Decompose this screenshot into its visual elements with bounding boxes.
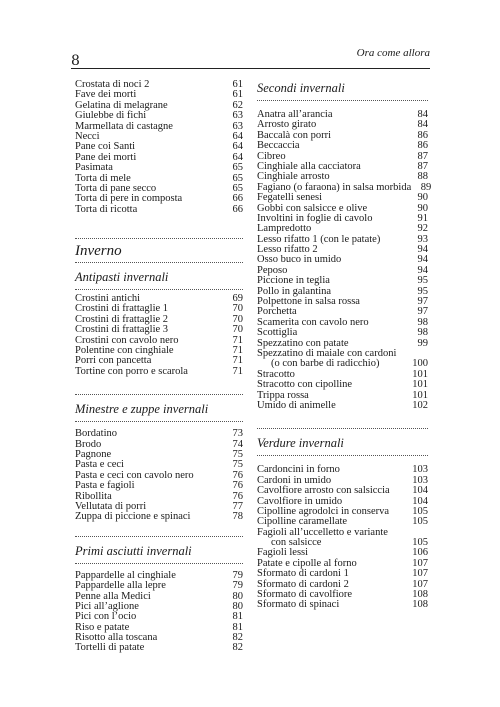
item-name: Stracotto [257,368,295,380]
item-page: 74 [232,438,243,450]
item-name: Marmellata di castagne [75,120,173,132]
item-page: 108 [412,589,428,601]
item-page: 92 [417,223,428,235]
item-name: Cinghiale alla cacciatora [257,160,361,172]
item-name: Necci [75,130,100,142]
item-name: Cibreo [257,150,286,162]
item-name: Anatra all’arancia [257,109,333,120]
section-title-minestre: Minestre e zuppe invernali [75,402,209,417]
item-page: 97 [417,306,428,318]
section-rule [75,421,243,422]
item-page: 71 [232,355,243,367]
item-name: Bordatino [75,428,117,440]
item-page: 65 [232,172,243,184]
item-name: Spezzatino di maiale con cardoni [257,347,397,359]
item-name: Gobbi con salsicce e olive [257,202,368,214]
item-page: 66 [232,193,243,205]
item-page: 73 [232,428,243,440]
item-name: Zuppa di piccione e spinaci [75,511,191,523]
item-page: 94 [417,264,428,276]
item-name: Fave dei morti [75,89,137,101]
section-title-primi: Primi asciutti invernali [75,543,192,558]
item-name: Crostata di noci 2 [75,79,150,90]
item-name: Cavolfiore arrosto con salsiccia [257,485,390,497]
item-page: 80 [232,590,243,602]
item-name: Pasta e ceci con cavolo nero [75,469,194,481]
list-item [257,600,428,610]
item-page: 80 [232,600,243,612]
item-name: Lesso rifatto 1 (con le patate) [257,233,381,245]
list-item [75,122,243,132]
list-item [75,643,243,653]
secondi-list-continued [257,370,428,412]
item-name: Sformato di cardoni 2 [257,578,349,590]
item-name: Scamerita con cavolo nero [257,316,369,328]
section-title-verdure: Verdure invernali [257,436,344,451]
item-page: 76 [232,469,243,481]
item-name: Riso e patate [75,621,130,633]
item-name: Giulebbe di fichi [75,110,147,122]
item-page: 98 [417,316,428,328]
item-page: 61 [232,89,243,101]
section-rule [257,455,428,456]
item-name: Porchetta [257,306,297,318]
list-item [75,205,243,215]
item-name: Scottiglia [257,327,298,339]
item-name: Pappardelle al cinghiale [75,569,176,581]
item-name: Torta di mele [75,172,131,184]
item-name: Cardoni in umido [257,474,332,486]
secondi-list [257,109,432,349]
item-page: 81 [232,621,243,633]
section-rule [257,428,428,429]
item-page: 71 [232,334,243,346]
item-name: Patate e cipolle al forno [257,557,357,569]
item-name: Ribollita [75,490,112,502]
item-name: Gelatina di melagrane [75,99,168,111]
item-name: Pollo in galantina [257,285,332,297]
item-page: 79 [232,569,243,581]
item-name: Torta di pane secco [75,182,157,194]
item-page: 66 [232,203,243,215]
item-page: 99 [417,337,428,349]
verdure-list [257,465,428,527]
list-item [257,141,428,151]
list-item [75,481,243,491]
item-name: Tortelli di patate [75,642,145,654]
section-title-antipasti: Antipasti invernali [75,270,169,285]
item-page: 104 [412,495,428,507]
list-item [75,367,243,377]
item-page: 105 [412,505,428,517]
item-page: 61 [232,79,243,90]
item-page: 71 [232,365,243,377]
item-name: Polpettone in salsa rossa [257,296,360,308]
item-name: Pane coi Santi [75,141,136,153]
item-page: 90 [417,202,428,214]
item-page: 75 [232,459,243,471]
item-name: Vellutata di porri [75,500,147,512]
item-page: 107 [412,568,428,580]
list-item [257,401,428,411]
item-name: Torta di ricotta [75,203,138,215]
chapter-rule [75,238,243,239]
item-name: Sformato di spinaci [257,599,340,611]
item-page: 95 [417,275,428,287]
item-name: Pagnone [75,448,112,460]
item-name: Piccione in teglia [257,275,330,287]
item-page: 87 [417,160,428,172]
list-item [75,163,243,173]
item-page: 84 [417,109,428,120]
item-page: 105 [412,537,428,549]
item-page: 69 [232,293,243,305]
item-name: Pasta e fagioli [75,480,135,492]
item-page: 97 [417,296,428,308]
item-name: Fagioli lessi [257,547,309,559]
list-item [75,581,243,591]
item-name: Crostini di frattaglie 2 [75,313,169,325]
item-name: Sformato di cavolfiore [257,589,353,601]
section-rule [257,100,428,101]
item-name: Pici all’aglione [75,600,139,612]
item-name: Torta di pere in composta [75,193,183,205]
item-name: Pane dei morti [75,151,137,163]
item-name: Cipolline caramellate [257,516,348,528]
item-page: 93 [417,233,428,245]
item-name: Pici con l’ocio [75,611,137,623]
item-page: 89 [420,181,432,193]
item-page: 105 [412,516,428,528]
item-page: 65 [232,162,243,174]
item-page: 78 [232,511,243,523]
item-page: 98 [417,327,428,339]
item-page: 86 [417,129,428,141]
item-name: Penne alla Medici [75,590,151,602]
item-page: 82 [232,632,243,644]
item-name: Trippa rossa [257,389,309,401]
item-page: 70 [232,313,243,325]
antipasti-list [75,294,243,377]
item-name: Brodo [75,438,102,450]
item-name: Cavolfiore in umido [257,495,343,507]
minestre-list [75,429,243,523]
item-name: Cardoncini in forno [257,464,340,476]
item-name: Fagioli all’uccelletto e variante [257,526,388,538]
item-page: 101 [412,379,428,391]
list-item [75,111,243,121]
item-page: 95 [417,285,428,297]
item-page: 103 [412,464,428,476]
item-name: Spezzatino con patate [257,337,349,349]
chapter-underline [75,262,243,263]
item-page: 101 [412,368,428,380]
item-page: 101 [412,389,428,401]
item-page: 62 [232,99,243,111]
running-head: Ora come allora [356,47,430,59]
item-page: 90 [417,192,428,204]
item-page: 63 [232,110,243,122]
item-page: 94 [417,244,428,256]
item-name: Peposo [257,264,288,276]
item-page: 70 [232,303,243,315]
item-page: 77 [232,500,243,512]
list-item [257,380,428,390]
item-page: 64 [232,151,243,163]
item-name: Involtini in foglie di cavolo [257,212,373,224]
item-name: Crostini di frattaglie 1 [75,303,169,315]
item-page: 107 [412,557,428,569]
item-page: 108 [412,599,428,611]
item-name: Arrosto girato [257,119,317,131]
item-name: Stracotto con cipolline [257,379,353,391]
item-page: 76 [232,480,243,492]
item-page: 64 [232,130,243,142]
dessert-list [75,80,243,215]
page-number: 8 [71,53,80,69]
item-name: Risotto alla toscana [75,632,158,644]
item-name: Sformato di cardoni 1 [257,568,349,580]
item-page: 82 [232,642,243,654]
right-column [257,80,432,611]
item-page: 94 [417,254,428,266]
item-name: Osso buco in umido [257,254,342,266]
item-page: 84 [417,119,428,131]
item-name: Umido di animelle [257,399,336,411]
item-name: Lampredotto [257,223,312,235]
item-page: 103 [412,474,428,486]
item-name: Tortine con porro e scarola [75,365,188,377]
section-rule [75,563,243,564]
item-name: Baccalà con porri [257,129,332,141]
item-page: 63 [232,120,243,132]
item-page: 106 [412,547,428,559]
item-page: 65 [232,182,243,194]
item-page: 88 [417,171,428,183]
item-page: 102 [412,399,428,411]
item-page: 107 [412,578,428,590]
header-rule [71,68,430,69]
list-item [257,486,428,496]
verdure-list-continued [257,548,428,610]
item-name: Beccaccia [257,140,300,152]
section-rule [75,289,243,290]
item-page: 79 [232,580,243,592]
item-name: Pasta e ceci [75,459,124,471]
section-rule [75,394,243,395]
list-item [257,193,428,203]
item-name: Crostini di frattaglie 3 [75,324,169,336]
left-column [75,80,243,654]
item-page: 100 [412,358,428,370]
item-page: 81 [232,611,243,623]
item-page: 71 [232,345,243,357]
item-name: con salsicce [271,537,322,549]
item-name: (o con barbe di radicchio) [271,358,380,370]
primi-list [75,571,243,654]
item-page: 91 [417,212,428,224]
item-page: 86 [417,140,428,152]
item-page: 87 [417,150,428,162]
section-title-secondi: Secondi invernali [257,81,345,95]
item-name: Pasimata [75,162,113,174]
item-name: Porri con pancetta [75,355,152,367]
item-name: Cinghiale arrosto [257,171,330,183]
item-name: Crostini con cavolo nero [75,334,179,346]
item-name: Fegatelli senesi [257,192,323,204]
item-name: Fagiano (o faraona) in salsa morbida [257,181,412,193]
item-page: 70 [232,324,243,336]
item-name: Cipolline agrodolci in conserva [257,505,390,517]
item-page: 64 [232,141,243,153]
item-name: Lesso rifatto 2 [257,244,318,256]
chapter-title: Inverno [75,243,122,260]
item-page: 104 [412,485,428,497]
list-item [75,512,243,522]
item-name: Polentine con cinghiale [75,345,174,357]
item-name: Pappardelle alla lepre [75,580,166,592]
item-page: 75 [232,448,243,460]
item-page: 76 [232,490,243,502]
item-name: Crostini antichi [75,293,141,305]
section-rule [75,536,243,537]
